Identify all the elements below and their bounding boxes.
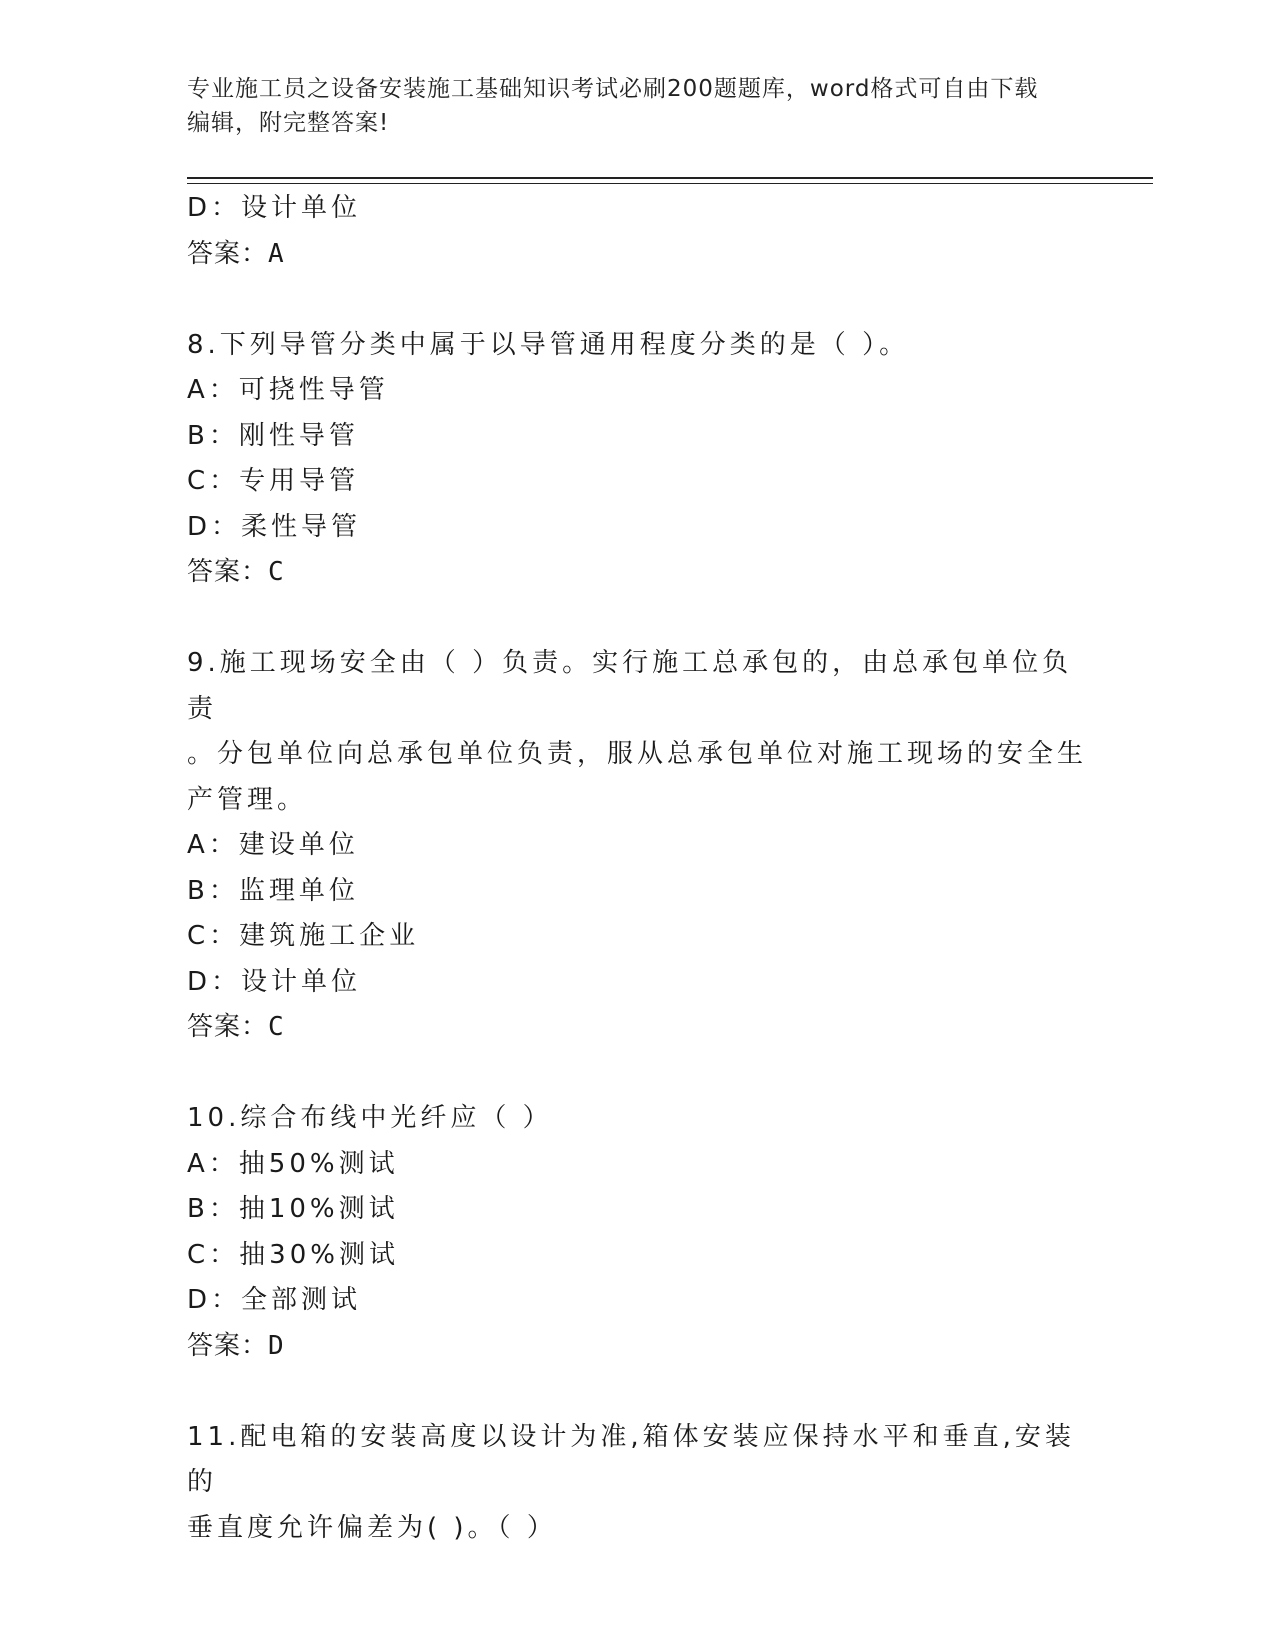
option-a: A：抽50%测试 bbox=[187, 1148, 399, 1179]
answer-line: 答案：D bbox=[187, 1330, 285, 1361]
header-line-2: 编辑，附完整答案! bbox=[187, 110, 390, 136]
option-b: B：抽10%测试 bbox=[187, 1194, 399, 1224]
spacer bbox=[187, 1051, 1087, 1097]
question-text-line-1: 11.配电箱的安装高度以设计为准,箱体安装应保持水平和垂直,安装的 bbox=[187, 1421, 1075, 1497]
header-line-1: 专业施工员之设备安装施工基础知识考试必刷200题题库，word格式可自由下载 bbox=[187, 76, 1039, 102]
question-list bbox=[187, 186, 1087, 1551]
document-header bbox=[187, 72, 1067, 140]
spacer bbox=[187, 1369, 1087, 1415]
option-c: C：建筑施工企业 bbox=[187, 921, 420, 951]
answer-line: 答案：C bbox=[187, 1012, 285, 1042]
header-rule-thin bbox=[187, 183, 1153, 184]
question-text: 10.综合布线中光纤应（ ） bbox=[187, 1103, 553, 1133]
spacer bbox=[187, 277, 1087, 323]
question-9 bbox=[187, 641, 1087, 1051]
question-text-line-2: 垂直度允许偏差为( )。（ ） bbox=[187, 1512, 557, 1543]
question-8 bbox=[187, 323, 1087, 596]
question-text-line-3: 产管理。 bbox=[187, 784, 308, 815]
option-b: B：刚性导管 bbox=[187, 420, 359, 451]
question-11 bbox=[187, 1415, 1087, 1552]
option-d: D：全部测试 bbox=[187, 1285, 362, 1315]
option-d: D：设计单位 bbox=[187, 193, 362, 223]
answer-line: 答案：A bbox=[187, 238, 285, 269]
spacer bbox=[187, 596, 1087, 642]
answer-line: 答案：C bbox=[187, 557, 285, 587]
question-text-line-2: 。分包单位向总承包单位负责，服从总承包单位对施工现场的安全生 bbox=[187, 739, 1088, 769]
question-10 bbox=[187, 1096, 1087, 1369]
option-c: C：专用导管 bbox=[187, 466, 360, 496]
option-d: D：柔性导管 bbox=[187, 511, 362, 542]
option-c: C：抽30%测试 bbox=[187, 1239, 399, 1270]
option-b: B：监理单位 bbox=[187, 875, 359, 906]
header-rule-thick bbox=[187, 177, 1153, 179]
option-d: D：设计单位 bbox=[187, 966, 362, 997]
option-a: A：建设单位 bbox=[187, 830, 359, 860]
option-a: A：可挠性导管 bbox=[187, 375, 389, 405]
question-text-line-1: 9.施工现场安全由（ ）负责。实行施工总承包的，由总承包单位负责 bbox=[187, 648, 1073, 724]
question-text: 8.下列导管分类中属于以导管通用程度分类的是（ ）。 bbox=[187, 329, 910, 360]
